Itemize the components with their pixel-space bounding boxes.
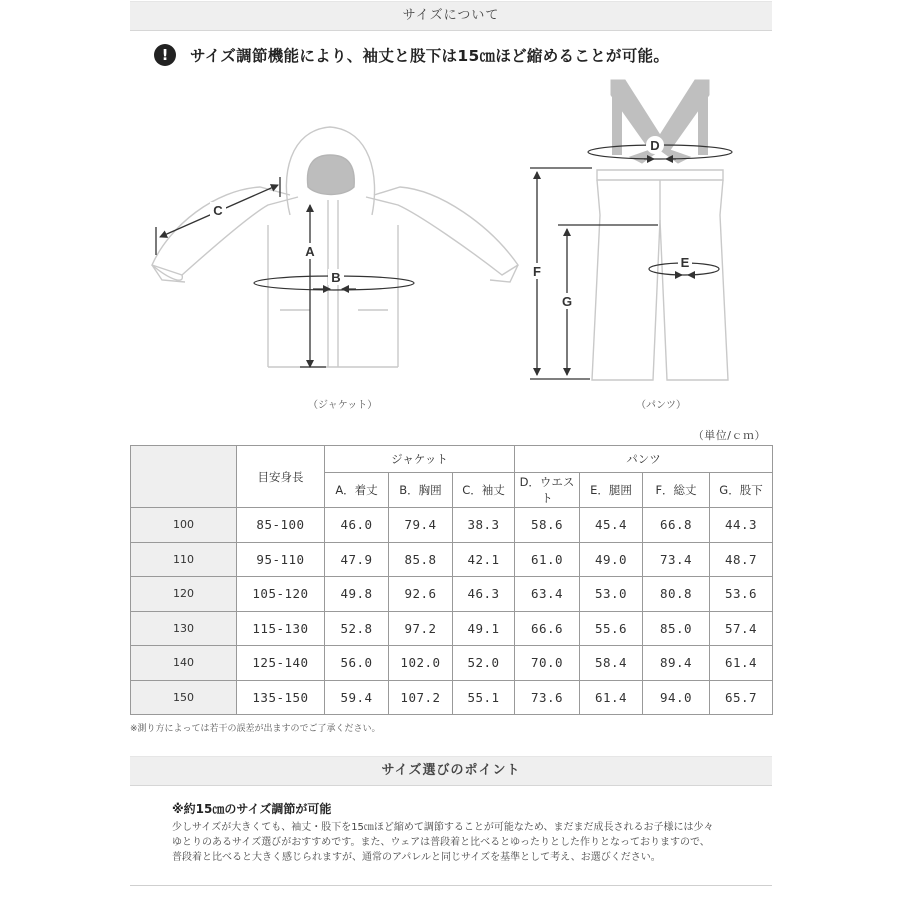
height-cell: 105-120 xyxy=(237,577,325,612)
value-cell: 66.8 xyxy=(643,508,710,543)
column-header: B．胸囲 xyxy=(389,473,453,508)
value-cell: 61.4 xyxy=(580,680,643,715)
value-cell: 102.0 xyxy=(389,646,453,681)
size-cell: 140 xyxy=(131,646,237,681)
value-cell: 61.0 xyxy=(515,542,580,577)
size-cell: 130 xyxy=(131,611,237,646)
value-cell: 66.6 xyxy=(515,611,580,646)
value-cell: 107.2 xyxy=(389,680,453,715)
exclamation-icon: ! xyxy=(154,44,176,66)
points-line: 少しサイズが大きくても、袖丈・股下を15㎝ほど縮めて調節することが可能なため、まだまだ成長されるお子様には少々 xyxy=(172,822,714,833)
size-table xyxy=(130,445,773,715)
value-cell: 73.6 xyxy=(515,680,580,715)
value-cell: 53.0 xyxy=(580,577,643,612)
value-cell: 48.7 xyxy=(710,542,773,577)
notice xyxy=(154,42,669,68)
bottom-divider xyxy=(130,885,772,886)
value-cell: 47.9 xyxy=(325,542,389,577)
label-a: A xyxy=(305,244,315,259)
height-cell: 95-110 xyxy=(237,542,325,577)
label-b: B xyxy=(331,270,341,285)
value-cell: 52.8 xyxy=(325,611,389,646)
value-cell: 70.0 xyxy=(515,646,580,681)
pants-illustration xyxy=(592,80,728,380)
value-cell: 55.6 xyxy=(580,611,643,646)
value-cell: 52.0 xyxy=(453,646,515,681)
value-cell: 63.4 xyxy=(515,577,580,612)
value-cell: 49.0 xyxy=(580,542,643,577)
group-jacket-header: ジャケット xyxy=(325,446,515,473)
column-header: E．腿囲 xyxy=(580,473,643,508)
label-g: G xyxy=(561,294,573,309)
group-pants-header: パンツ xyxy=(515,446,773,473)
points-line: ゆとりのあるサイズ選びがおすすめです。また、ウェアは普段着と比べるとゆったりとした作りとなっておりますので、 xyxy=(172,837,710,848)
value-cell: 73.4 xyxy=(643,542,710,577)
value-cell: 46.0 xyxy=(325,508,389,543)
height-cell: 125-140 xyxy=(237,646,325,681)
notice-text: サイズ調節機能により、袖丈と股下は15㎝ほど縮めることが可能。 xyxy=(190,47,670,65)
value-cell: 59.4 xyxy=(325,680,389,715)
height-cell: 115-130 xyxy=(237,611,325,646)
value-cell: 80.8 xyxy=(643,577,710,612)
label-d: D xyxy=(650,138,660,153)
size-cell: 120 xyxy=(131,577,237,612)
value-cell: 94.0 xyxy=(643,680,710,715)
points-line: 普段着と比べると大きく感じられますが、通常のアパレルと同じサイズを基準として考え、お選びください。 xyxy=(172,852,661,863)
value-cell: 61.4 xyxy=(710,646,773,681)
value-cell: 49.8 xyxy=(325,577,389,612)
measurement-diagram xyxy=(130,75,772,405)
value-cell: 97.2 xyxy=(389,611,453,646)
value-cell: 89.4 xyxy=(643,646,710,681)
points-body xyxy=(172,820,762,865)
table-row xyxy=(131,508,773,543)
value-cell: 57.4 xyxy=(710,611,773,646)
value-cell: 53.6 xyxy=(710,577,773,612)
height-cell: 135-150 xyxy=(237,680,325,715)
table-row xyxy=(131,542,773,577)
label-c: C xyxy=(213,203,223,218)
pants-caption: （パンツ） xyxy=(636,400,686,411)
column-header: A．着丈 xyxy=(325,473,389,508)
column-header: G．股下 xyxy=(710,473,773,508)
value-cell: 85.8 xyxy=(389,542,453,577)
size-cell: 110 xyxy=(131,542,237,577)
jacket-caption: （ジャケット） xyxy=(308,400,378,411)
unit-label: （単位/ｃｍ） xyxy=(692,429,766,442)
value-cell: 58.6 xyxy=(515,508,580,543)
size-cell: 100 xyxy=(131,508,237,543)
value-cell: 46.3 xyxy=(453,577,515,612)
value-cell: 85.0 xyxy=(643,611,710,646)
jacket-illustration xyxy=(152,127,518,367)
value-cell: 58.4 xyxy=(580,646,643,681)
value-cell: 44.3 xyxy=(710,508,773,543)
table-row xyxy=(131,577,773,612)
table-row xyxy=(131,680,773,715)
value-cell: 49.1 xyxy=(453,611,515,646)
column-header: F．総丈 xyxy=(643,473,710,508)
column-header: C．袖丈 xyxy=(453,473,515,508)
table-row xyxy=(131,646,773,681)
value-cell: 45.4 xyxy=(580,508,643,543)
value-cell: 79.4 xyxy=(389,508,453,543)
label-f: F xyxy=(533,264,541,279)
value-cell: 65.7 xyxy=(710,680,773,715)
height-header: 目安身長 xyxy=(237,446,325,508)
value-cell: 38.3 xyxy=(453,508,515,543)
label-e: E xyxy=(680,255,690,270)
value-cell: 42.1 xyxy=(453,542,515,577)
value-cell: 56.0 xyxy=(325,646,389,681)
value-cell: 92.6 xyxy=(389,577,453,612)
height-cell: 85-100 xyxy=(237,508,325,543)
column-header: D．ウエスト xyxy=(515,473,580,508)
table-row xyxy=(131,611,773,646)
table-footnote: ※測り方によっては若干の誤差が出ますのでご了承ください。 xyxy=(130,724,381,734)
size-header xyxy=(131,446,237,508)
section-header-points: サイズ選びのポイント xyxy=(130,756,772,786)
size-cell: 150 xyxy=(131,680,237,715)
value-cell: 55.1 xyxy=(453,680,515,715)
points-subtitle: ※約15㎝のサイズ調節が可能 xyxy=(172,802,332,816)
section-header-size: サイズについて xyxy=(130,1,772,31)
